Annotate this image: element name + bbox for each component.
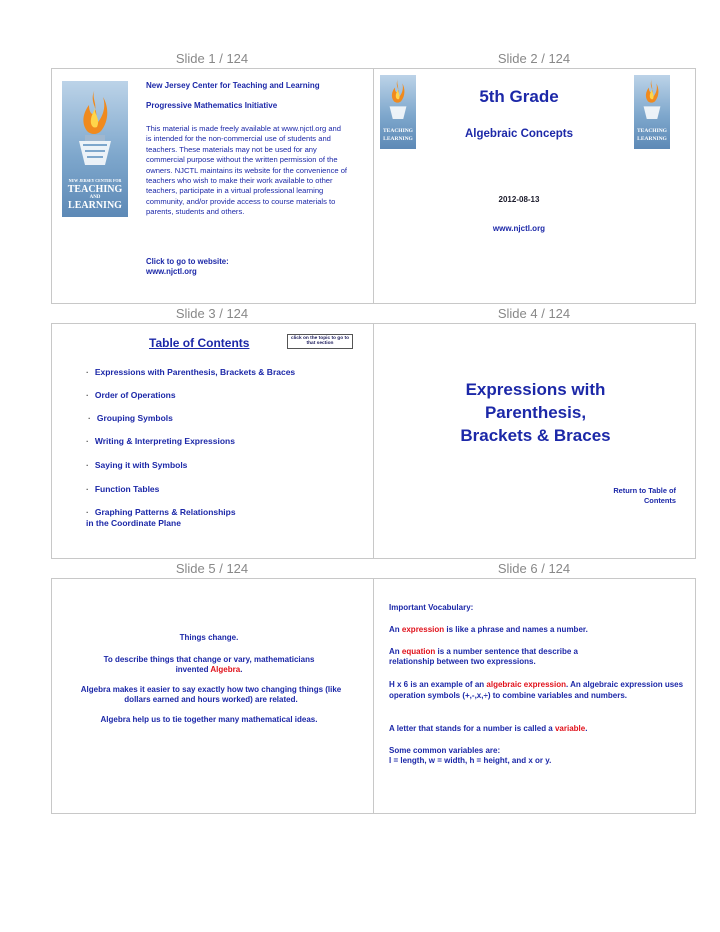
slide-title: 5th Grade xyxy=(479,87,559,106)
intro-line-3: Algebra makes it easier to say exactly how two changing things (like dollars earned and hours worked) are related. xyxy=(80,685,342,704)
algebra-term: Algebra xyxy=(210,665,241,674)
vocab-variable: A letter that stands for a number is called a variable. xyxy=(389,724,588,733)
logo-line-2: TEACHING xyxy=(383,128,413,134)
slide-4 xyxy=(373,323,696,559)
expression-term: expression xyxy=(401,625,445,634)
toc-title: Table of Contents xyxy=(149,336,250,350)
algebraic-expression-term: algebraic expression xyxy=(486,680,566,689)
toc-note: click on the topic to go to that section xyxy=(287,334,353,349)
website-link-url[interactable]: www.njctl.org xyxy=(146,267,197,276)
slide-3 xyxy=(51,323,374,559)
slide-subtitle: Algebraic Concepts xyxy=(465,128,573,140)
slide-caption-5: Slide 5 / 124 xyxy=(175,561,249,576)
toc-item-4[interactable]: · Writing & Interpreting Expressions xyxy=(86,436,235,446)
logo-line-3: AND xyxy=(89,195,101,200)
slide-date: 2012-08-13 xyxy=(498,195,540,204)
toc-item-5[interactable]: · Saying it with Symbols xyxy=(86,460,188,470)
intro-line-1: Things change. xyxy=(179,633,239,642)
slide-caption-2: Slide 2 / 124 xyxy=(497,51,571,66)
slide-url[interactable]: www.njctl.org xyxy=(492,224,546,233)
equation-term: equation xyxy=(401,647,436,656)
slide-caption-1: Slide 1 / 124 xyxy=(175,51,249,66)
section-title-line-2: Parenthesis, xyxy=(484,403,587,422)
flame-icon xyxy=(73,87,117,167)
vocab-heading: Important Vocabulary: xyxy=(389,603,474,612)
slide-2 xyxy=(373,68,696,304)
slide-caption-3: Slide 3 / 124 xyxy=(175,306,249,321)
toc-item-3[interactable]: · Grouping Symbols xyxy=(88,413,173,423)
logo-line-4: LEARNING xyxy=(383,136,413,142)
org-name: New Jersey Center for Teaching and Learning xyxy=(146,81,320,90)
intro-line-4: Algebra help us to tie together many mathematical ideas. xyxy=(100,715,318,724)
intro-line-2: To describe things that change or vary, mathematicians invented Algebra. xyxy=(103,655,315,674)
slide-caption-4: Slide 4 / 124 xyxy=(497,306,571,321)
return-to-toc-link[interactable]: Return to Table of Contents xyxy=(613,486,676,505)
initiative-name: Progressive Mathematics Initiative xyxy=(146,101,278,110)
slide-6 xyxy=(373,578,696,814)
toc-item-1[interactable]: · Expressions with Parenthesis, Brackets & Braces xyxy=(86,367,296,377)
variable-term: variable xyxy=(554,724,586,733)
logo-line-2: TEACHING xyxy=(637,128,667,134)
toc-item-7-line-2[interactable]: in the Coordinate Plane xyxy=(86,518,181,528)
slide-caption-6: Slide 6 / 124 xyxy=(497,561,571,576)
logo-line-4: LEARNING xyxy=(68,200,122,211)
logo-line-1: NEW JERSEY CENTER FOR xyxy=(68,178,122,183)
website-link-label[interactable]: Click to go to website: xyxy=(146,257,229,266)
logo-line-4: LEARNING xyxy=(637,136,667,142)
section-title-line-1: Expressions with xyxy=(465,380,606,399)
vocab-equation: An equation is a number sentence that describe a relationship between two expressions. xyxy=(389,647,578,666)
vocab-algebraic-expression: H x 6 is an example of an algebraic expression. An algebraic expression uses operation symbols (+,-,x,÷) to combine variables and numbers. xyxy=(389,680,684,700)
vocab-expression: An expression is like a phrase and names a number. xyxy=(389,625,588,634)
section-title-line-3: Brackets & Braces xyxy=(460,426,611,445)
toc-item-6[interactable]: · Function Tables xyxy=(86,484,160,494)
slide-1 xyxy=(51,68,374,304)
toc-item-7[interactable]: · Graphing Patterns & Relationships xyxy=(86,507,236,517)
logo-line-2: TEACHING xyxy=(67,184,123,195)
vocab-common-variables: Some common variables are: l = length, w = width, h = height, and x or y. xyxy=(389,746,552,765)
license-text: This material is made freely available at www.njctl.org and is intended for the non-commercial use of students and teachers. These materials may not be used for any commercial purpose without the written permission of the owners. NJCTL maintains its website for the convenience of teachers who wish to make their work available to other teachers, participate in a virtual professional learning community, and/or provide access to course materials to parents, students and others. xyxy=(146,124,348,217)
njctl-logo xyxy=(62,81,128,217)
toc-item-2[interactable]: · Order of Operations xyxy=(86,390,176,400)
slide-5 xyxy=(51,578,374,814)
